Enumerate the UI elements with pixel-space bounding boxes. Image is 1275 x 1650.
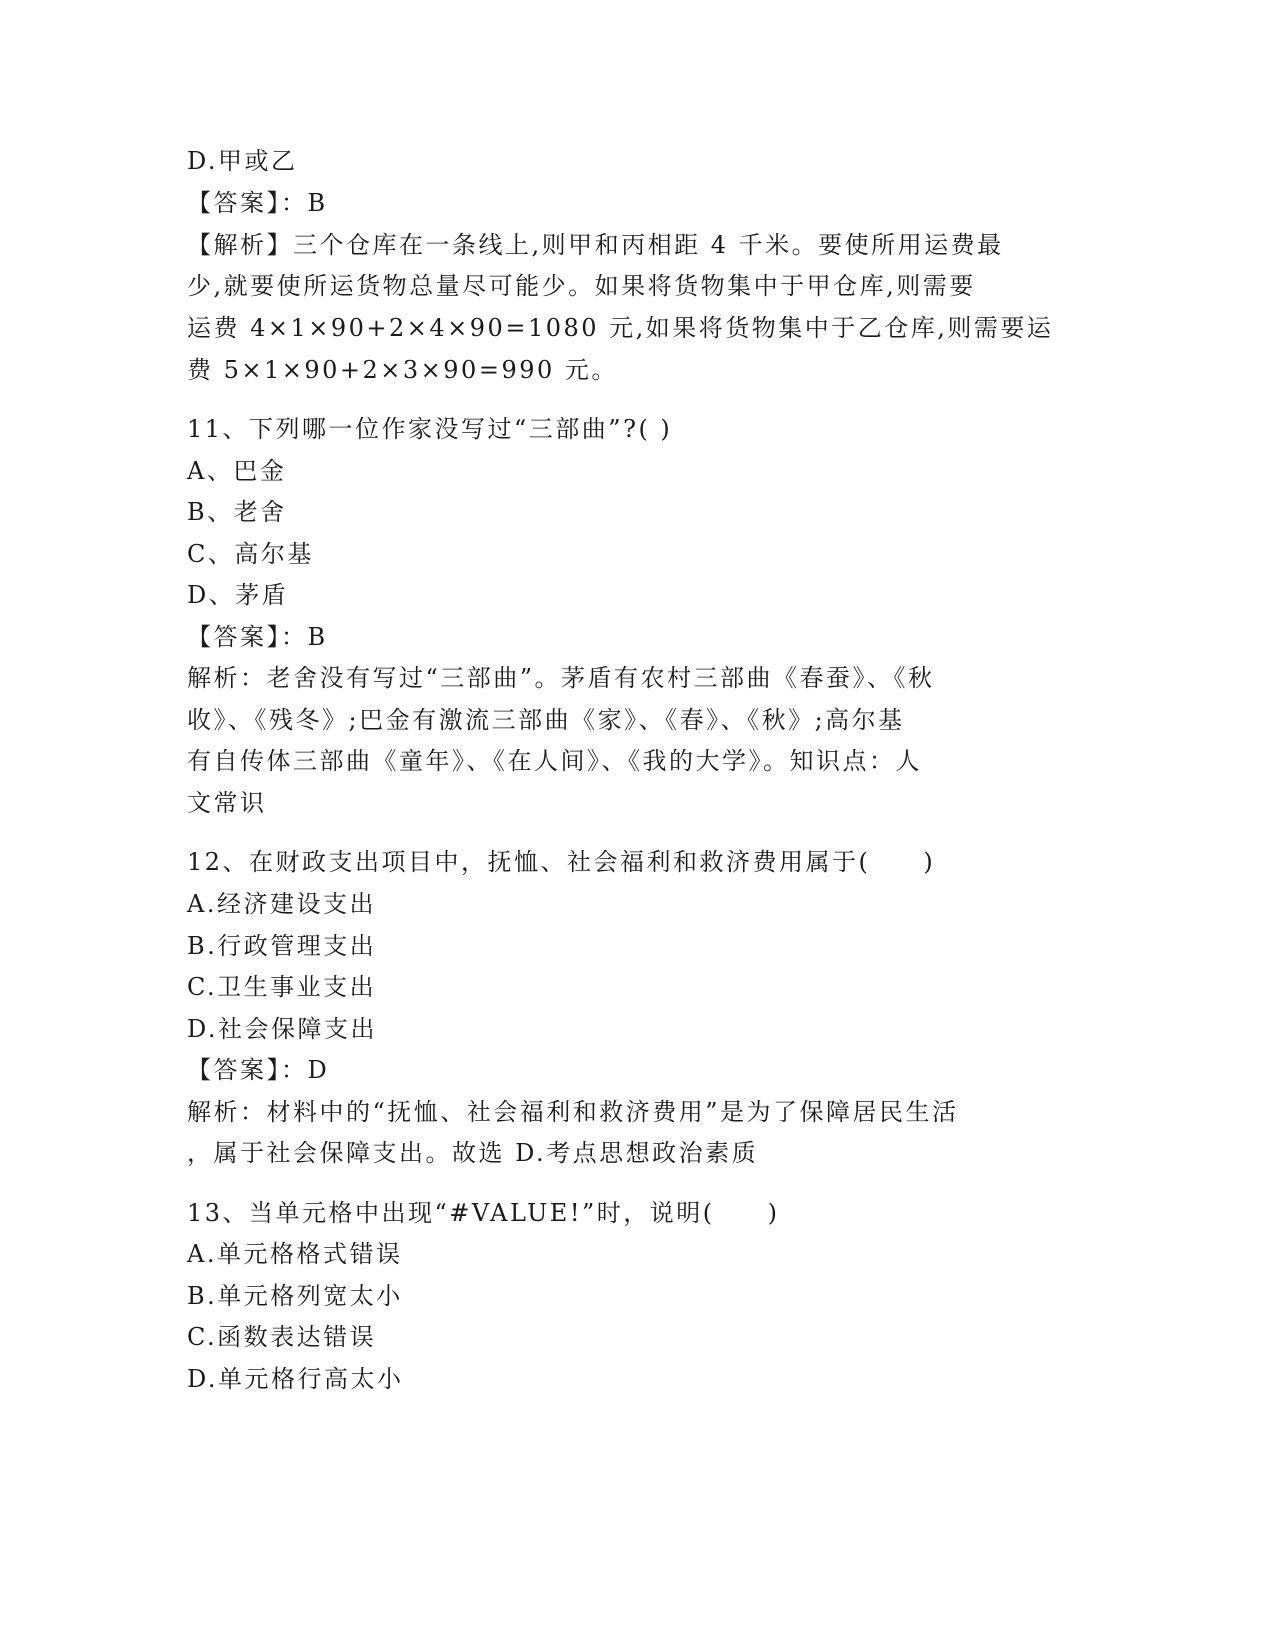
q12-option-d: D.社会保障支出 [187, 1015, 378, 1043]
q11-analysis-line-3: 有自传体三部曲《童年》、《在人间》、《我的大学》。知识点：人 [187, 747, 922, 775]
q11-analysis-line-2: 收》、《残冬》;巴金有激流三部曲《家》、《春》、《秋》;高尔基 [187, 706, 905, 734]
q13-option-c: C.函数表达错误 [187, 1323, 377, 1351]
q12-analysis-line-1: 解析：材料中的“抚恤、社会福利和救济费用”是为了保障居民生活 [187, 1098, 959, 1126]
q12-question: 12、在财政支出项目中，抚恤、社会福利和救济费用属于( ) [187, 848, 936, 876]
q11-analysis-line-1: 解析：老舍没有写过“三部曲”。茅盾有农村三部曲《春蚕》、《秋 [187, 664, 935, 692]
q11-option-b: B、老舍 [187, 498, 287, 526]
q11-option-a: A、巴金 [187, 457, 287, 485]
q10-analysis-line-2: 少,就要使所运货物总量尽可能少。如果将货物集中于甲仓库,则需要 [187, 272, 976, 300]
q12-answer: 【答案】：D [187, 1056, 330, 1084]
q11-question: 11、下列哪一位作家没写过“三部曲”?( ) [187, 415, 673, 443]
q10-answer: 【答案】：B [187, 189, 328, 217]
q10-analysis-line-4: 费 5×1×90+2×3×90=990 元。 [187, 356, 618, 384]
q11-answer: 【答案】：B [187, 623, 328, 651]
q12-option-a: A.经济建设支出 [187, 890, 376, 918]
q11-analysis-line-4: 文常识 [187, 789, 267, 817]
q12-option-c: C.卫生事业支出 [187, 973, 377, 1001]
q11-option-d: D、茅盾 [187, 581, 289, 609]
q13-option-b: B.单元格列宽太小 [187, 1282, 403, 1310]
q10-analysis-line-1: 【解析】三个仓库在一条线上,则甲和丙相距 4 千米。要使所用运费最 [187, 231, 1004, 259]
q10-analysis-line-3: 运费 4×1×90+2×4×90=1080 元,如果将货物集中于乙仓库,则需要运 [187, 314, 1054, 342]
q13-option-a: A.单元格格式错误 [187, 1240, 403, 1268]
q13-question: 13、当单元格中出现“#VALUE!”时，说明( ) [187, 1199, 780, 1227]
q10-option-d: D.甲或乙 [187, 147, 298, 175]
q12-analysis-line-2: ，属于社会保障支出。故选 D.考点思想政治素质 [187, 1139, 759, 1167]
q12-option-b: B.行政管理支出 [187, 932, 377, 960]
q13-option-d: D.单元格行高太小 [187, 1365, 404, 1393]
q11-option-c: C、高尔基 [187, 540, 314, 568]
